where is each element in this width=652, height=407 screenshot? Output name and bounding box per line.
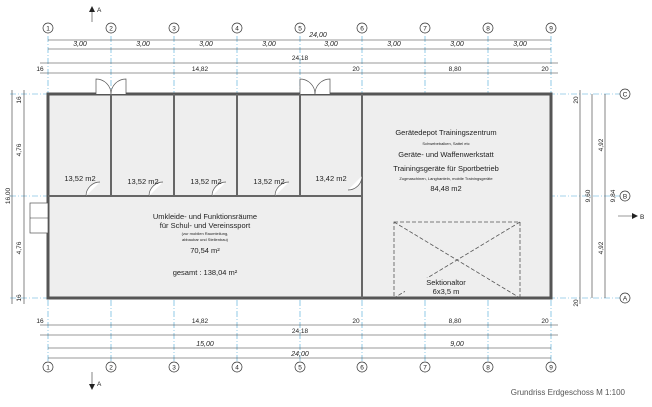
dim-label: 16,00 — [5, 187, 12, 205]
dim-label: 4,76 — [16, 241, 23, 255]
grid-label: 9 — [549, 364, 553, 372]
dim-label: 9,60 — [585, 189, 592, 203]
dim-label: 16 — [16, 96, 23, 104]
dim-label: 20 — [573, 299, 580, 307]
depot-subtitle: Trainingsgeräte für Sportbetrieb — [393, 164, 499, 173]
grid-label: 2 — [109, 25, 113, 33]
dim-label: 14,82 — [191, 318, 209, 325]
dim-label: 20 — [573, 96, 580, 104]
dimensions-right — [573, 90, 617, 307]
grid-label: A — [622, 295, 628, 303]
dimensions-left — [5, 90, 24, 304]
dim-label: 16 — [36, 66, 44, 73]
dim-label: 4,92 — [598, 138, 605, 152]
dim-label: 3,00 — [262, 41, 276, 48]
dim-label: 3,00 — [513, 41, 527, 48]
grid-label: 1 — [46, 25, 50, 33]
dim-label: 8,80 — [448, 318, 462, 325]
gate-size: 6x3,5 m — [432, 287, 460, 296]
section-marker-right — [618, 213, 644, 221]
grid-label: 2 — [109, 364, 113, 372]
svg-text:A: A — [97, 381, 102, 388]
svg-text:A: A — [97, 7, 102, 14]
dim-label: 8,80 — [448, 66, 462, 73]
grid-label: 4 — [235, 25, 239, 33]
dim-label: 24,00 — [309, 32, 327, 39]
dim-label: 3,00 — [73, 41, 87, 48]
dim-label: 3,00 — [136, 41, 150, 48]
dim-label: 4,76 — [16, 143, 23, 157]
grid-label: 3 — [172, 364, 176, 372]
dim-label: 20 — [541, 318, 549, 325]
grid-label: 6 — [360, 364, 364, 372]
grid-label: 3 — [172, 25, 176, 33]
grid-labels-top — [43, 23, 556, 33]
gate-label: Sektionaltor — [426, 278, 466, 287]
section-marker-bottom — [89, 372, 102, 390]
grid-label: 4 — [235, 364, 239, 372]
dim-label: 9,84 — [610, 189, 617, 203]
grid-label: 6 — [360, 25, 364, 33]
section-marker-top — [89, 6, 102, 22]
corridor-area: 70,54 m² — [190, 246, 220, 255]
depot-subtitle: Geräte- und Waffenwerkstatt — [398, 150, 494, 159]
grid-label: 8 — [486, 25, 490, 33]
room-area: 13,52 m2 — [127, 177, 159, 186]
dim-label: 3,00 — [324, 41, 338, 48]
dim-label: 3,00 — [387, 41, 401, 48]
room-area: 13,52 m2 — [190, 177, 222, 186]
dim-label: 24,18 — [291, 55, 309, 62]
depot-title: Gerätedepot Trainingszentrum — [395, 128, 497, 137]
grid-label: 1 — [46, 364, 50, 372]
grid-label: 5 — [298, 25, 302, 33]
dim-label: 4,92 — [598, 241, 605, 255]
dim-label: 14,82 — [191, 66, 209, 73]
grid-label: 9 — [549, 25, 553, 33]
grid-label: C — [622, 91, 628, 99]
grid-label: B — [622, 193, 628, 201]
svg-text:B: B — [640, 214, 645, 221]
dim-label: 20 — [352, 66, 360, 73]
corridor-note: abbaubar und Stellenbau) — [181, 237, 229, 242]
dim-label: 15,00 — [196, 341, 214, 348]
depot-note: Zugmaschinen, Langhanteln, mobile Trainingsgeräte — [399, 176, 493, 181]
dim-label: 16 — [36, 318, 44, 325]
grid-label: 7 — [423, 25, 427, 33]
room-area: 13,52 m2 — [64, 174, 96, 183]
dimensions-bottom — [36, 318, 558, 358]
dim-label: 24,00 — [291, 351, 309, 358]
dim-label: 20 — [541, 66, 549, 73]
dim-label: 20 — [352, 318, 360, 325]
depot-area: 84,48 m2 — [430, 184, 462, 193]
grid-labels-bottom — [43, 362, 556, 372]
dim-label: 9,00 — [450, 341, 464, 348]
dim-label: 16 — [16, 294, 23, 302]
room-area: 13,42 m2 — [315, 174, 347, 183]
plan-caption: Grundriss Erdgeschoss M 1:100 — [510, 388, 625, 397]
grid-label: 5 — [298, 364, 302, 372]
dimensions-top — [36, 32, 558, 73]
door-left — [30, 203, 48, 233]
grid-label: 7 — [423, 364, 427, 372]
room-area: 13,52 m2 — [253, 177, 285, 186]
total-area: gesamt : 138,04 m² — [172, 268, 238, 277]
grid-labels-right — [620, 89, 630, 303]
doors-top — [96, 79, 330, 94]
corridor-note: (zur mobilen Raumteilung, — [181, 231, 229, 236]
corridor-title: Umkleide- und Funktionsräume — [152, 212, 258, 221]
dim-label: 24,18 — [291, 328, 309, 335]
dim-label: 3,00 — [450, 41, 464, 48]
grid-label: 8 — [486, 364, 490, 372]
corridor-subtitle: für Schul- und Vereinssport — [159, 221, 251, 230]
dim-label: 3,00 — [199, 41, 213, 48]
depot-note: Schwebebalken, Sattel etc — [422, 141, 470, 146]
